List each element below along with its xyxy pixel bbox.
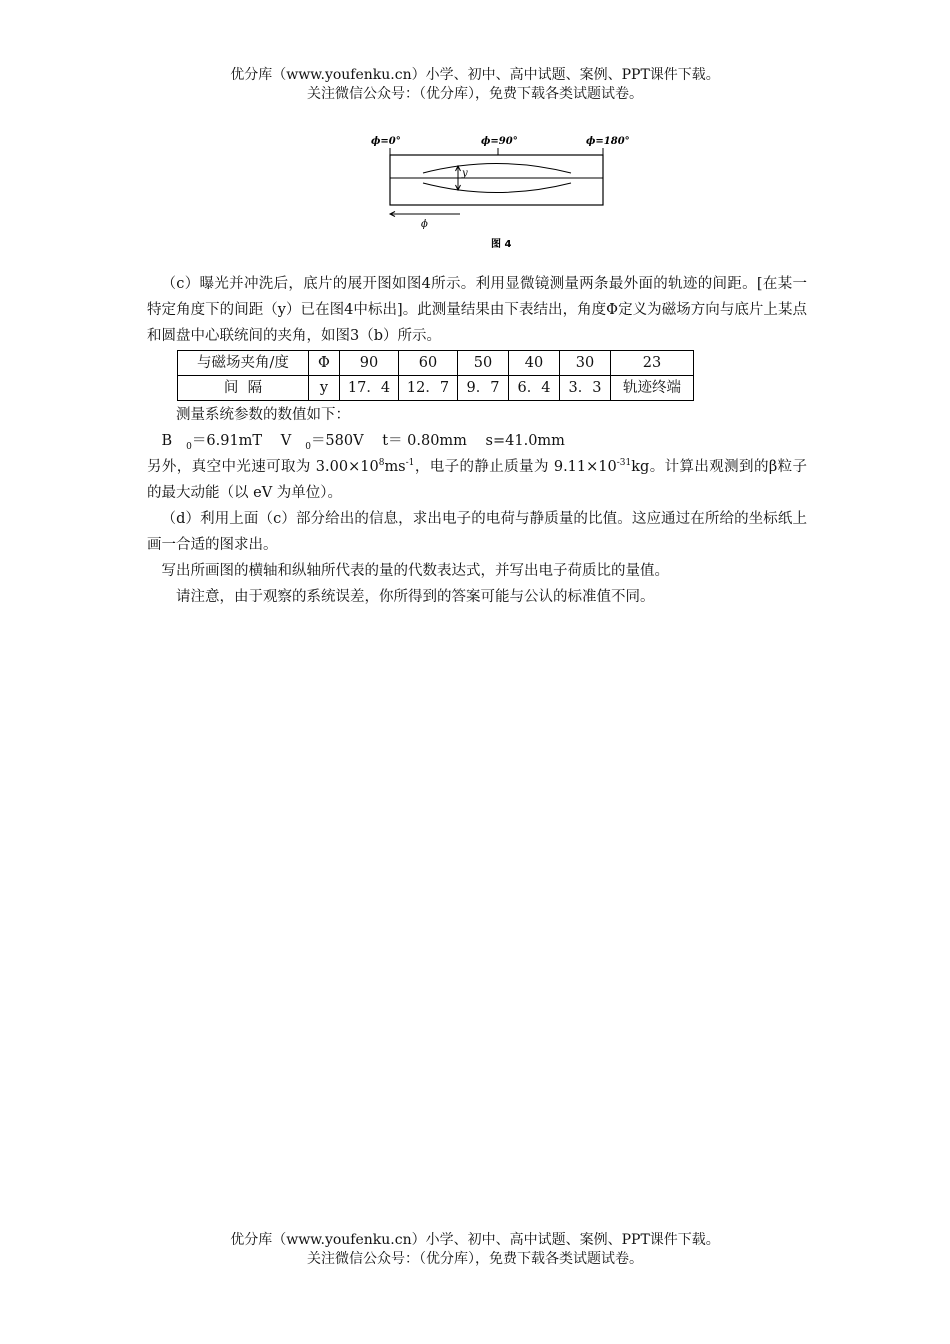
table-cell: 与磁场夹角/度 <box>178 351 309 376</box>
table-cell: 23 <box>611 351 694 376</box>
table-cell: Φ <box>309 351 340 376</box>
label-y: y <box>462 168 468 179</box>
table-cell: 轨迹终端 <box>611 376 694 401</box>
table-cell: 9．7 <box>458 376 509 401</box>
table-cell: 17．4 <box>340 376 399 401</box>
table-row <box>178 376 694 401</box>
table-cell: y <box>309 376 340 401</box>
question-body <box>147 271 807 610</box>
label-phi-0: ϕ=0° <box>371 136 401 147</box>
page-header <box>0 66 950 104</box>
header-line-1: 优分库（www.youfenku.cn）小学、初中、高中试题、案例、PPT课件下载。 <box>230 67 720 83</box>
table-cell: 30 <box>560 351 611 376</box>
table-cell: 6．4 <box>509 376 560 401</box>
figure-caption: 图 4 <box>491 239 512 250</box>
label-phi-90: ϕ=90° <box>481 136 518 147</box>
parameter-line <box>147 428 807 454</box>
table-cell: 40 <box>509 351 560 376</box>
table-row <box>178 351 694 376</box>
param-v0: V $_0$＝580V <box>280 433 364 452</box>
paragraph-note: 请注意，由于观察的系统误差，你所得到的答案可能与公认的标准值不同。 <box>176 589 655 605</box>
page-footer <box>0 1231 950 1269</box>
table-cell: 间 隔 <box>178 376 309 401</box>
footer-line-2: 关注微信公众号：（优分库），免费下载各类试题试卷。 <box>307 1251 643 1267</box>
table-cell: 12．7 <box>399 376 458 401</box>
paragraph-d: （d）利用上面（c）部分给出的信息，求出电子的电荷与静质量的比值。这应通过在所给的坐标纸上画一合适的图求出。 <box>147 511 807 553</box>
header-line-2: 关注微信公众号：（优分库），免费下载各类试题试卷。 <box>307 86 643 102</box>
param-b0: B $_0$＝6.91mT <box>161 433 263 452</box>
label-phi-180: ϕ=180° <box>586 136 630 147</box>
paragraph-axes: 写出所画图的横轴和纵轴所代表的量的代数表达式，并写出电子荷质比的量值。 <box>161 563 669 579</box>
param-s: s=41.0mm <box>485 433 565 449</box>
measurement-intro: 测量系统参数的数值如下： <box>176 407 350 423</box>
constants-paragraph: 另外，真空中光速可取为 $3.00\times 10^8ms^{-1}$，电子的静止质量为 $9.11\times 10^{-31}kg$。计算出观测到的β粒子的最大动能（以 eV 为单位）。 <box>147 458 807 501</box>
lower-track <box>423 183 571 193</box>
table-cell: 50 <box>458 351 509 376</box>
figure-4-film-diagram <box>365 130 635 255</box>
label-phi: ϕ <box>421 219 428 230</box>
upper-track <box>423 164 571 174</box>
paragraph-c: （c）曝光并冲洗后，底片的展开图如图4所示。利用显微镜测量两条最外面的轨迹的间距。[在某一特定角度下的间距（y）已在图4中标出]。此测量结果由下表结出，角度Φ定义为磁场方向与底片上某点和圆盘中心联统间的夹角，如图3（b）所示。 <box>147 276 807 344</box>
measurement-table <box>177 350 694 401</box>
film-strip <box>390 155 603 205</box>
footer-line-1: 优分库（www.youfenku.cn）小学、初中、高中试题、案例、PPT课件下载。 <box>230 1232 720 1248</box>
table-cell: 3．3 <box>560 376 611 401</box>
table-cell: 60 <box>399 351 458 376</box>
table-cell: 90 <box>340 351 399 376</box>
param-t: t＝ 0.80mm <box>382 433 467 449</box>
